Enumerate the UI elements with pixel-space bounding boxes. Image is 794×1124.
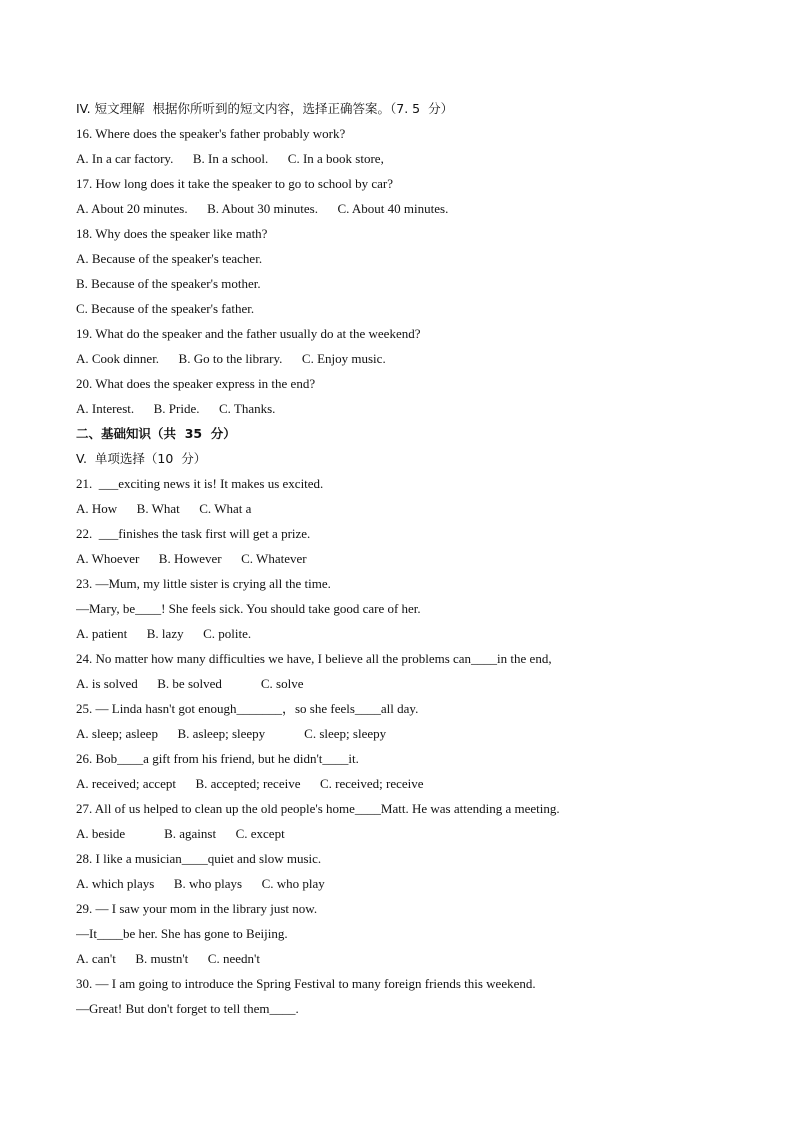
question-20-stem: 20. What does the speaker express in the end? [76,376,316,391]
question-16-options: A. In a car factory. B. In a school. C. In a book store, [76,151,384,166]
question-30-reply: —Great! But don't forget to tell them____. [76,1001,299,1016]
question-24-options: A. is solved B. be solved C. solve [76,676,304,691]
question-29-options: A. can't B. mustn't C. needn't [76,951,260,966]
question-29-stem: 29. — I saw your mom in the library just now. [76,901,318,916]
exam-content [76,96,766,1021]
question-22-stem: 22. ___finishes the task first will get a prize. [76,526,311,541]
question-23-options: A. patient B. lazy C. polite. [76,626,252,641]
question-23-stem: 23. —Mum, my little sister is crying all the time. [76,576,331,591]
question-18-option-b: B. Because of the speaker's mother. [76,276,261,291]
question-21-stem: 21. ___exciting news it is! It makes us excited. [76,476,324,491]
question-28-options: A. which plays B. who plays C. who play [76,876,325,891]
question-19-stem: 19. What do the speaker and the father usually do at the weekend? [76,326,421,341]
part-two-title: 二、基础知识（共 35 分） [76,426,236,441]
question-30-stem: 30. — I am going to introduce the Spring Festival to many foreign friends this weekend. [76,976,536,991]
question-25-stem: 25. — Linda hasn't got enough_______，so she feels____all day. [76,701,419,716]
question-18-stem: 18. Why does the speaker like math? [76,226,268,241]
question-18-option-c: C. Because of the speaker's father. [76,301,255,316]
section-v-title: V. 单项选择（10 分） [76,451,207,466]
question-27-options: A. beside B. against C. except [76,826,285,841]
question-22-options: A. Whoever B. However C. Whatever [76,551,307,566]
question-16-stem: 16. Where does the speaker's father probably work? [76,126,346,141]
question-23-reply: —Mary, be____! She feels sick. You should take good care of her. [76,601,421,616]
question-27-stem: 27. All of us helped to clean up the old people's home____Matt. He was attending a meeting. [76,801,560,816]
question-29-reply: —It____be her. She has gone to Beijing. [76,926,288,941]
question-26-options: A. received; accept B. accepted; receive C. received; receive [76,776,424,791]
question-17-stem: 17. How long does it take the speaker to go to school by car? [76,176,393,191]
question-24-stem: 24. No matter how many difficulties we have, I believe all the problems can____in the end, [76,651,552,666]
question-28-stem: 28. I like a musician____quiet and slow music. [76,851,322,866]
question-17-options: A. About 20 minutes. B. About 30 minutes. C. About 40 minutes. [76,201,449,216]
question-25-options: A. sleep; asleep B. asleep; sleepy C. sleep; sleepy [76,726,387,741]
question-21-options: A. How B. What C. What a [76,501,252,516]
section-iv-title: IV. 短文理解 根据你所听到的短文内容，选择正确答案。（7. 5 分） [76,101,454,116]
question-26-stem: 26. Bob____a gift from his friend, but he didn't____it. [76,751,359,766]
question-19-options: A. Cook dinner. B. Go to the library. C. Enjoy music. [76,351,386,366]
question-18-option-a: A. Because of the speaker's teacher. [76,251,263,266]
question-20-options: A. Interest. B. Pride. C. Thanks. [76,401,276,416]
